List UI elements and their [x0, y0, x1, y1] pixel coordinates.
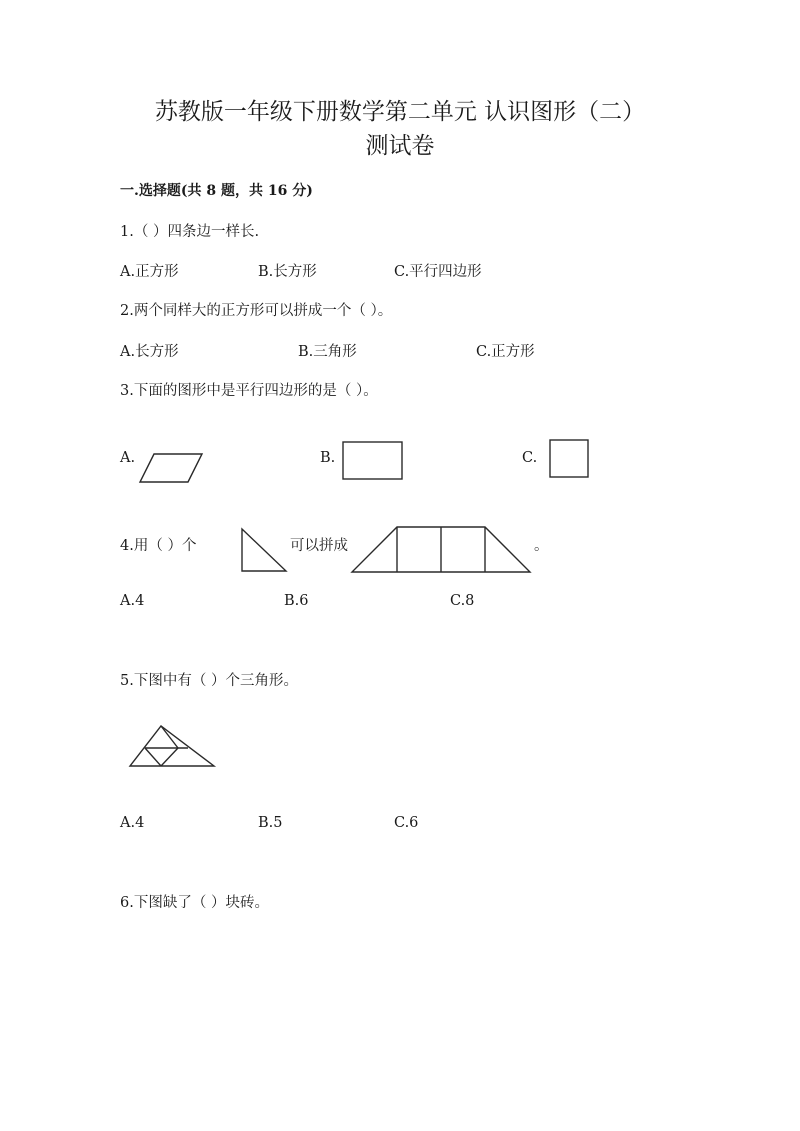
- page-title-line2: 测试卷: [365, 133, 435, 159]
- q4-option-c[interactable]: C.8: [450, 593, 475, 609]
- q4-option-b[interactable]: B.6: [284, 593, 309, 609]
- square-figure: [549, 439, 591, 479]
- question-5: 5.下图中有（ ）个三角形。: [120, 673, 298, 689]
- question-6: 6.下图缺了（ ）块砖。: [120, 895, 269, 911]
- q2-option-b[interactable]: B.三角形: [298, 344, 357, 360]
- q3-option-b[interactable]: B.: [320, 450, 336, 466]
- right-triangle-figure: [240, 527, 290, 573]
- q1-option-b[interactable]: B.长方形: [258, 264, 317, 280]
- q1-option-a[interactable]: A.正方形: [120, 264, 179, 280]
- question-4-suffix: 。: [534, 538, 549, 554]
- q2-option-c[interactable]: C.正方形: [476, 344, 535, 360]
- q3-option-a[interactable]: A.: [120, 450, 136, 466]
- question-4-middle: 可以拼成: [290, 538, 348, 554]
- question-2: 2.两个同样大的正方形可以拼成一个（ ）。: [120, 303, 393, 319]
- triangles-figure: [128, 724, 216, 769]
- q5-option-b[interactable]: B.5: [258, 815, 283, 831]
- q4-option-a[interactable]: A.4: [120, 593, 145, 609]
- question-3: 3.下面的图形中是平行四边形的是（ ）。: [120, 383, 378, 399]
- question-1: 1.（ ）四条边一样长.: [120, 224, 260, 240]
- q1-option-c[interactable]: C.平行四边形: [394, 264, 482, 280]
- question-4-prefix: 4.用（ ）个: [120, 538, 197, 554]
- section-heading: 一.选择题(共 8 题，共 16 分): [120, 183, 313, 199]
- q5-option-a[interactable]: A.4: [120, 815, 145, 831]
- page-title-line1: 苏教版一年级下册数学第二单元 认识图形（二）: [154, 99, 646, 125]
- parallelogram-figure: [140, 452, 204, 484]
- trapezoid-figure: [350, 525, 534, 574]
- q5-option-c[interactable]: C.6: [394, 815, 419, 831]
- rectangle-figure: [342, 441, 404, 481]
- q3-option-c[interactable]: C.: [522, 450, 538, 466]
- q2-option-a[interactable]: A.长方形: [120, 344, 179, 360]
